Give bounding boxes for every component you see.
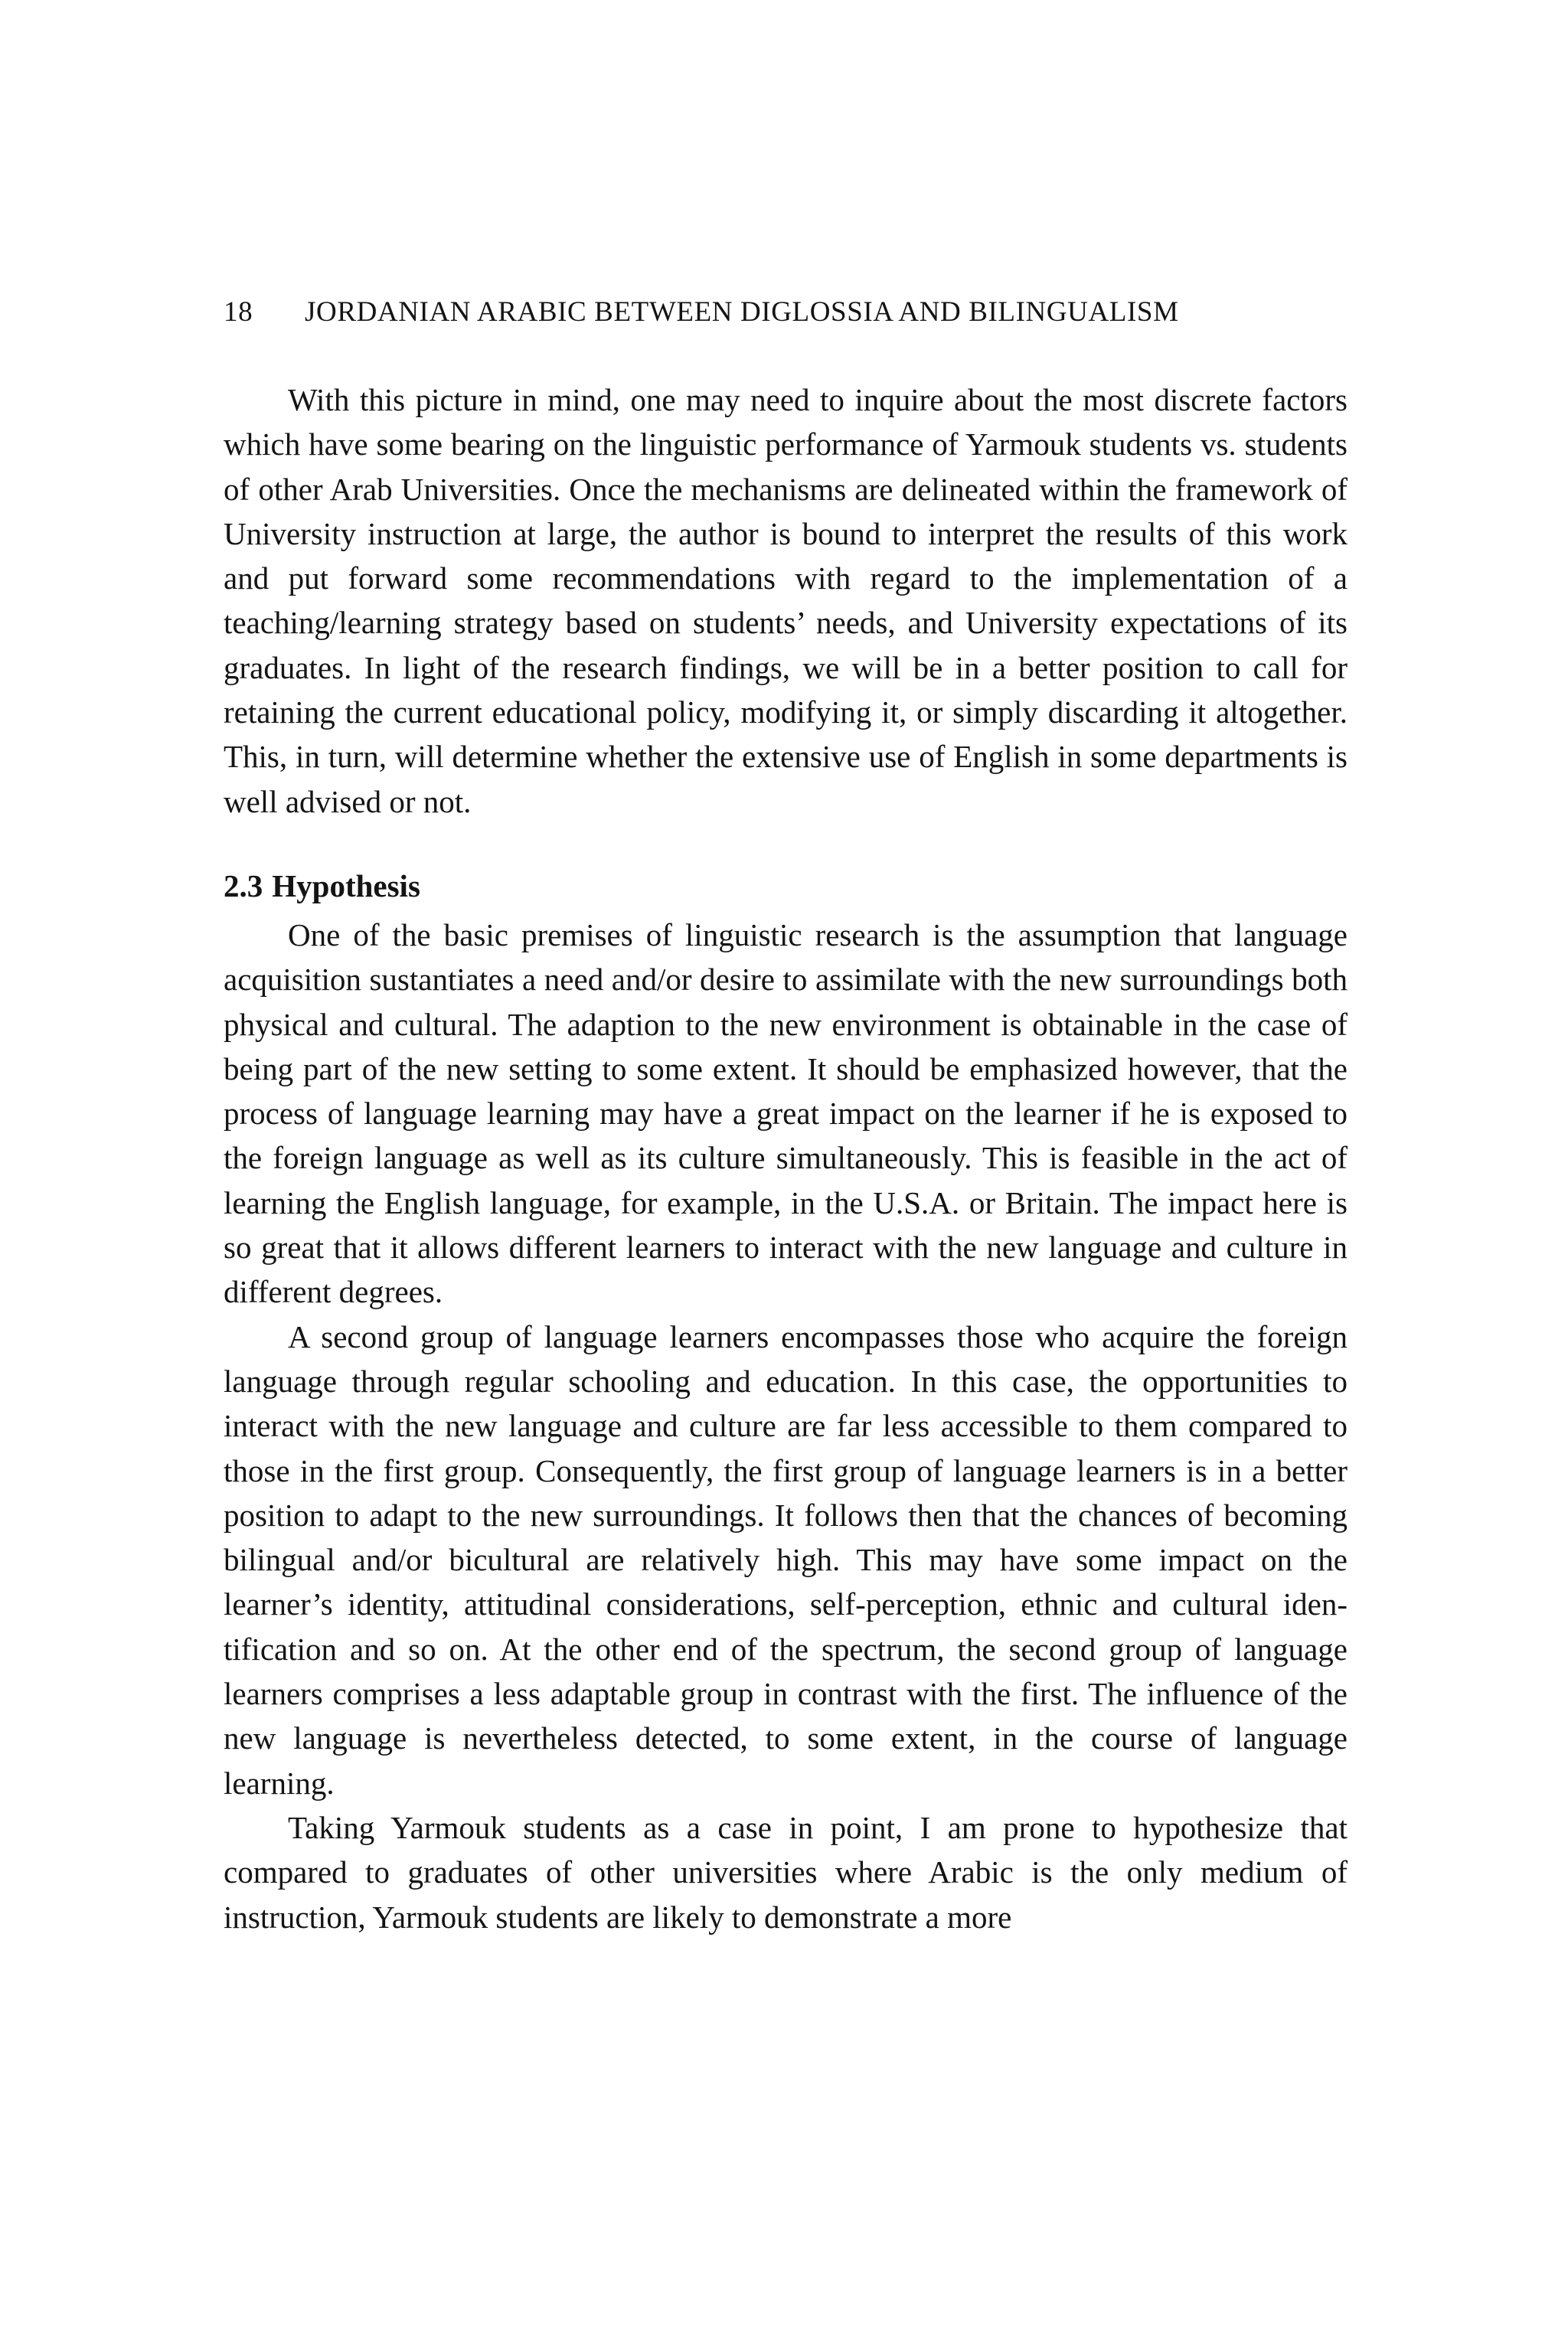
paragraph: One of the basic premises of linguistic research is the assumption that language acquisition sustantiates a need and/or desire to assimilate with the new surroundings both physical and cultural. The adaption to the new environment is obtainable in the case of being part of the new setting to some extent. It should be emphasized however, that the process of language learning may have a great impact on the learner if he is exposed to the foreign language as well as its culture simultaneously. This is feasible in the act of learning the English language, for example, in the U.S.A. or Britain. The impact here is so great that it allows different learners to interact with the new language and culture in different degrees. [224,916,1348,1310]
section-title: Hypothesis [272,867,420,903]
section-heading [224,864,1348,908]
paragraph: A second group of language learners encompasses those who acquire the foreign language through regular schooling and education. In this case, the opportunities to interact with the new language and culture are far less accessible to them compared to those in the first group. Consequently, the first group of language learners is in a better position to adapt to the new surroundings. It follows then that the chances of becoming bilingual and/or bicultural are relatively high. This may have some impact on the learner’s identity, attitudinal considerations, self-perception, ethnic and cultural identification and so on. At the other end of the spectrum, the second group of language learners comprises a less adaptable group in contrast with the first. The influence of the new language is nevertheless detected, to some extent, in the course of language learning. [224,1318,1348,1801]
running-head-title: JORDANIAN ARABIC BETWEEN DIGLOSSIA AND BILINGUALISM [305,296,1179,328]
paragraph: With this picture in mind, one may need to inquire about the most discrete factors which have some bearing on the linguistic performance of Yarmouk students vs. students of other Arab Universities. Once the mechanisms are delineated within the framework of University instruction at large, the author is bound to interpret the results of this work and put forward some recommendations with regard to the implementation of a teaching/learning strategy based on students’ needs, and University expectations of its graduates. In light of the research findings, we will be in a better position to call for retaining the current educational policy, modifying it, or simply discarding it altogether. This, in turn, will determine whether the extensive use of English in some departments is well advised or not. [224,382,1348,819]
section-number: 2.3 [224,867,263,903]
paragraph: Taking Yarmouk students as a case in point, I am prone to hypothesize that compared to graduates of other universities where Arabic is the only medium of instruction, Yarmouk students are likely to demonstrate a more [224,1809,1348,1935]
page-number: 18 [224,296,253,328]
running-head [224,289,1357,335]
body-text [224,377,1348,1939]
